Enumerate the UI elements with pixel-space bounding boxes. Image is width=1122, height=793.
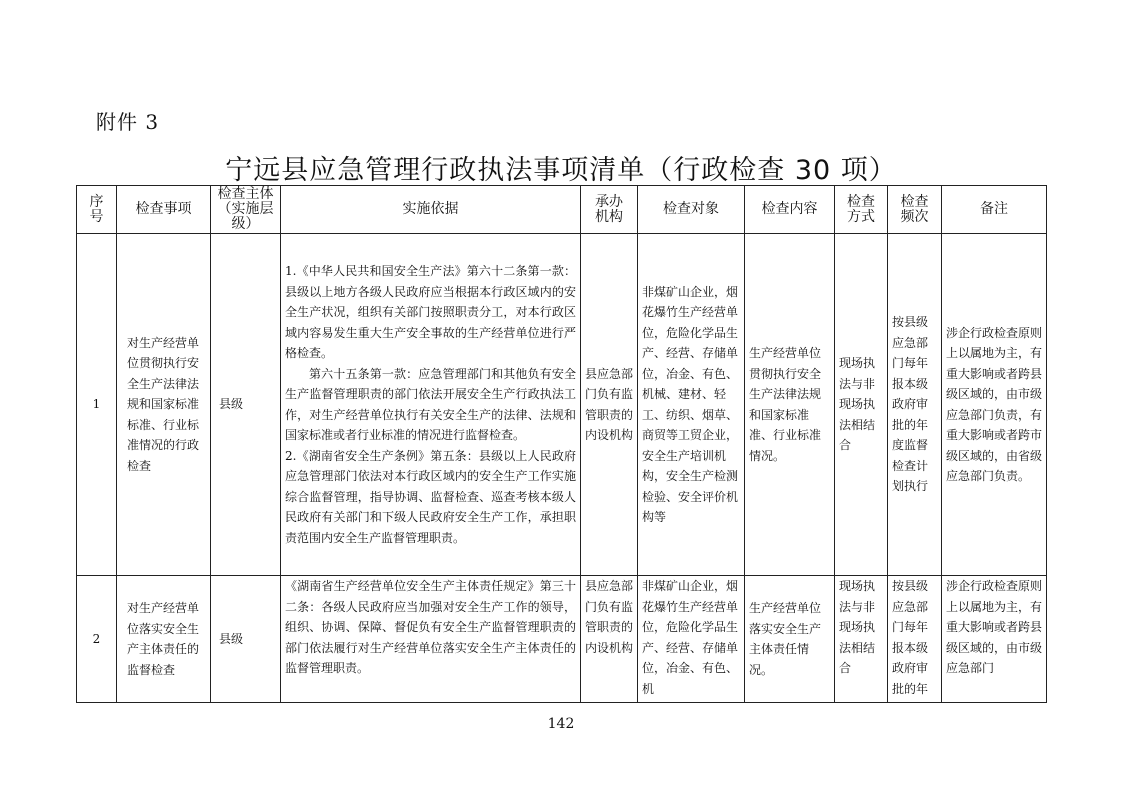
table-header-row — [77, 186, 1047, 234]
header-org: 承办机构 — [581, 186, 638, 234]
row-seq: 2 — [77, 576, 117, 703]
header-target: 检查对象 — [638, 186, 745, 234]
row-subject: 县级 — [211, 576, 281, 703]
basis-paragraph: 《湖南省生产经营单位安全生产主体责任规定》第三十二条：各级人民政府应当加强对安全生产工作的领导，组织、协调、保障、督促负有安全生产监督管理职责的部门依法履行对生产经营单位落实安全生产主体责任的监督管理职责。 — [285, 579, 576, 675]
header-basis: 实施依据 — [281, 186, 581, 234]
page-title: 宁远县应急管理行政执法事项清单（行政检查 30 项） — [225, 155, 897, 186]
row-basis — [281, 234, 581, 576]
row-remark: 涉企行政检查原则上以属地为主，有重大影响或者跨县级区域的，由市级应急部门 — [942, 576, 1047, 703]
header-method: 检查方式 — [835, 186, 888, 234]
header-remark: 备注 — [942, 186, 1047, 234]
basis-paragraph: 2.《湖南省安全生产条例》第五条：县级以上人民政府应急管理部门依法对本行政区域内的安全生产工作实施综合监督管理，指导协调、监督检查、巡查考核本级人民政府有关部门和下级人民政府安全生产工作，承担职责范围内安全生产监督管理职责。 — [285, 448, 576, 545]
table-row — [77, 234, 1047, 576]
page-number: 142 — [547, 716, 575, 732]
row-basis — [281, 576, 581, 703]
basis-paragraph: 1.《中华人民共和国安全生产法》第六十二条第一款：县级以上地方各级人民政府应当根据本行政区域内的安全生产状况，组织有关部门按照职责分工，对本行政区域内容易发生重大生产安全事故的生产经营单位进行严格检查。 — [285, 264, 576, 360]
header-content: 检查内容 — [745, 186, 835, 234]
row-target: 非煤矿山企业，烟花爆竹生产经营单位，危险化学品生产、经营、存储单位，冶金、有色、机械、建材、轻工、纺织、烟草、商贸等工贸企业，安全生产培训机构，安全生产检测检验、安全评价机构等 — [638, 234, 745, 576]
header-seq: 序号 — [77, 186, 117, 234]
basis-paragraph: 第六十五条第一款：应急管理部门和其他负有安全生产监督管理职责的部门依法开展安全生产行政执法工作，对生产经营单位执行有关安全生产的法律、法规和国家标准或者行业标准的情况进行监督检查。 — [285, 366, 576, 442]
row-method: 现场执法与非现场执法相结合 — [835, 234, 888, 576]
attachment-label: 附件 3 — [96, 110, 160, 134]
row-item: 对生产经营单位贯彻执行安全生产法律法规和国家标准标准、行业标准情况的行政检查 — [117, 234, 211, 576]
row-content: 生产经营单位贯彻执行安全生产法律法规和国家标准准、行业标准情况。 — [745, 234, 835, 576]
header-subject: 检查主体（实施层级） — [211, 186, 281, 234]
row-frequency: 按县级应急部门每年报本级政府审批的年度监督检查计划执行 — [888, 234, 942, 576]
header-frequency: 检查频次 — [888, 186, 942, 234]
header-item: 检查事项 — [117, 186, 211, 234]
row-item: 对生产经营单位落实安全生产主体责任的监督检查 — [117, 576, 211, 703]
row-content: 生产经营单位落实安全生产主体责任情况。 — [745, 576, 835, 703]
row-org: 县应急部门负有监管职责的内设机构 — [581, 576, 638, 703]
row-frequency: 按县级应急部门每年报本级政府审批的年 — [888, 576, 942, 703]
row-org: 县应急部门负有监管职责的内设机构 — [581, 234, 638, 576]
inspection-items-table — [76, 185, 1047, 703]
row-subject: 县级 — [211, 234, 281, 576]
row-target: 非煤矿山企业，烟花爆竹生产经营单位，危险化学品生产、经营、存储单位，冶金、有色、机 — [638, 576, 745, 703]
table-row — [77, 576, 1047, 703]
row-method: 现场执法与非现场执法相结合 — [835, 576, 888, 703]
row-remark: 涉企行政检查原则上以属地为主，有重大影响或者跨县级区域的，由市级应急部门负责，有重大影响或者跨市级区域的，由省级应急部门负责。 — [942, 234, 1047, 576]
row-seq: 1 — [77, 234, 117, 576]
